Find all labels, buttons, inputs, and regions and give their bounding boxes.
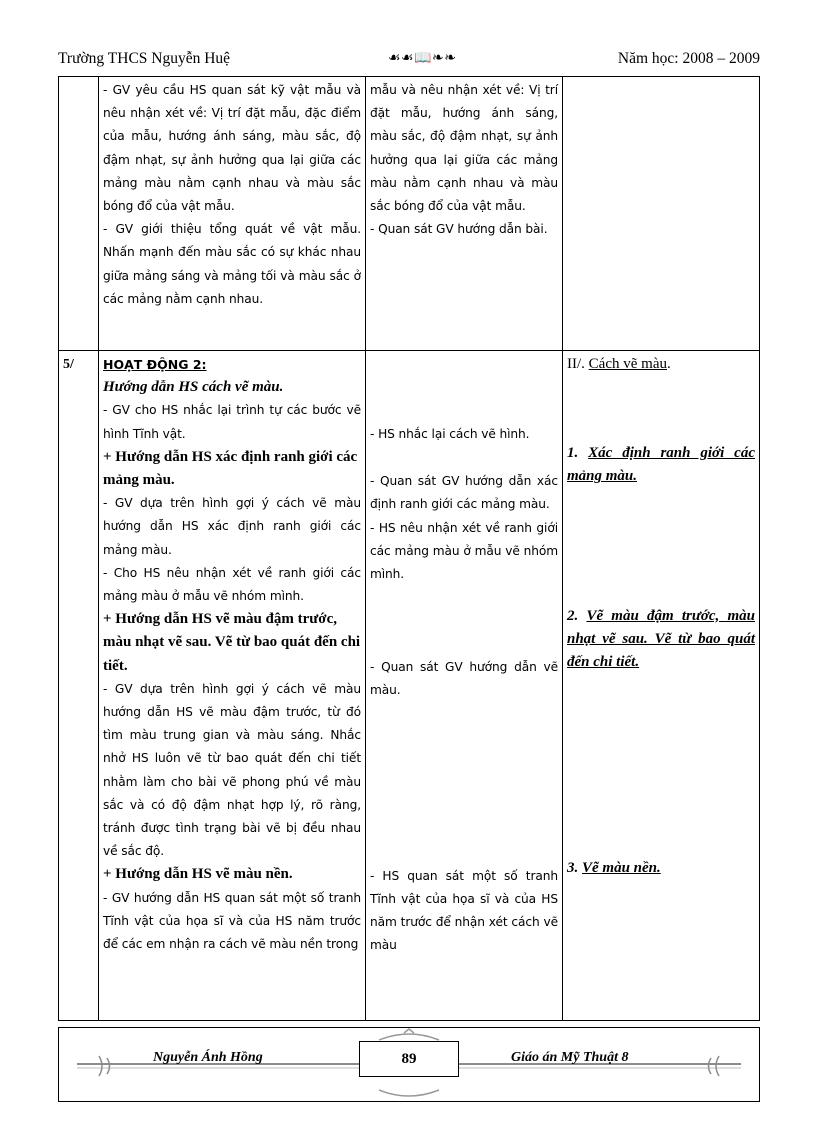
teacher-activity-cell — [99, 351, 366, 1021]
table-row — [59, 77, 760, 351]
lesson-table — [58, 76, 760, 1021]
page-number: 89 — [359, 1041, 459, 1077]
teacher-step-text: - GV dựa trên hình gợi ý cách vẽ màu hướng dẫn HS xác định ranh giới các mảng màu. - Cho HS nêu nhận xét về ranh giới các mảng màu ở mẫu vẽ nhóm mình. — [103, 496, 361, 604]
student-step-text: - Quan sát GV hướng dẫn vẽ màu. — [370, 660, 558, 698]
header-ornament: ☙☙📖❧❧ — [388, 51, 457, 66]
content-cell — [563, 77, 760, 351]
step-heading: 3. Vẽ màu nền. — [567, 860, 661, 877]
footer-doc-title: Giáo án Mỹ Thuật 8 — [511, 1050, 629, 1065]
student-step-text: - Quan sát GV hướng dẫn xác định ranh giới các mảng màu. - HS nêu nhận xét về ranh giới các mảng màu ở mẫu vẽ nhóm mình. — [370, 474, 558, 582]
step-heading: 1. Xác định ranh giới các mảng màu. — [567, 445, 755, 485]
student-activity-text: mẫu và nêu nhận xét về: Vị trí đặt mẫu, hướng ánh sáng, màu sắc, độ đậm nhạt, sự ảnh hưởng qua lại giữa các mảng màu nằm cạnh nhau và màu sắc bóng đổ của vật mẫu. - Quan sát GV hướng dẫn bài. — [370, 83, 558, 237]
section-title: II/. Cách vẽ màu. — [567, 356, 671, 372]
page-footer — [58, 1027, 760, 1102]
time-cell — [59, 77, 99, 351]
teacher-step-text: - GV hướng dẫn HS quan sát một số tranh Tĩnh vật của họa sĩ và của HS năm trước để các em nhận ra cách vẽ màu nền trong — [103, 890, 361, 952]
table-row — [59, 351, 760, 1021]
teacher-subheading: + Hướng dẫn HS xác định ranh giới các mảng màu. — [103, 448, 358, 489]
step-heading: 2. Vẽ màu đậm trước, màu nhạt vẽ sau. Vẽ từ bao quát đến chi tiết. — [567, 607, 755, 671]
activity-subtitle: Hướng dẫn HS cách vẽ màu. — [103, 379, 284, 396]
school-name: Trường THCS Nguyễn Huệ — [58, 50, 231, 67]
footer-author: Nguyễn Ánh Hồng — [153, 1050, 263, 1065]
teacher-subheading: + Hướng dẫn HS vẽ màu nền. — [103, 866, 293, 883]
teacher-step-text: - GV cho HS nhắc lại trình tự các bước vẽ hình Tĩnh vật. — [103, 403, 361, 441]
activity-heading: HOẠT ĐỘNG 2: — [103, 357, 207, 372]
student-step-text: - HS nhắc lại cách vẽ hình. — [370, 427, 530, 441]
student-activity-cell — [366, 351, 563, 1021]
time-cell: 5/ — [59, 351, 99, 1021]
teacher-activity-text: - GV yêu cầu HS quan sát kỹ vật mẫu và nêu nhận xét về: Vị trí đặt mẫu, đặc điểm của mẫu, hướng ánh sáng, màu sắc, độ đậm nhạt, sự ảnh hưởng qua lại giữa các mảng màu nằm cạnh nhau và màu sắc bóng đổ của vật mẫu. - GV giới thiệu tổng quát về vật mẫu. Nhấn mạnh đến màu sắc có sự khác nhau giữa mảng sáng và mảng tối và màu sắc ở các mảng nằm cạnh nhau. — [103, 83, 361, 306]
teacher-step-text: - GV dựa trên hình gợi ý cách vẽ màu hướng dẫn HS vẽ màu đậm trước, từ đó tìm màu trung gian và màu sáng. Nhắc nhở HS luôn vẽ từ bao quát đến chi tiết nhằm làm cho bài vẽ phong phú về màu sắc và có độ đậm nhạt hợp lý, rõ ràng, tránh được tình trạng bài vẽ bị đều nhau về sắc độ. — [103, 681, 361, 859]
school-year: Năm học: 2008 – 2009 — [617, 50, 760, 67]
content-cell — [563, 351, 760, 1021]
page-header — [58, 48, 760, 72]
student-step-text: - HS quan sát một số tranh Tĩnh vật của họa sĩ và của HS năm trước để nhận xét cách vẽ màu — [370, 868, 558, 953]
teacher-activity-cell — [99, 77, 366, 351]
student-activity-cell — [366, 77, 563, 351]
teacher-subheading: + Hướng dẫn HS vẽ màu đậm trước, màu nhạt vẽ sau. Vẽ từ bao quát đến chi tiết. — [103, 611, 361, 674]
